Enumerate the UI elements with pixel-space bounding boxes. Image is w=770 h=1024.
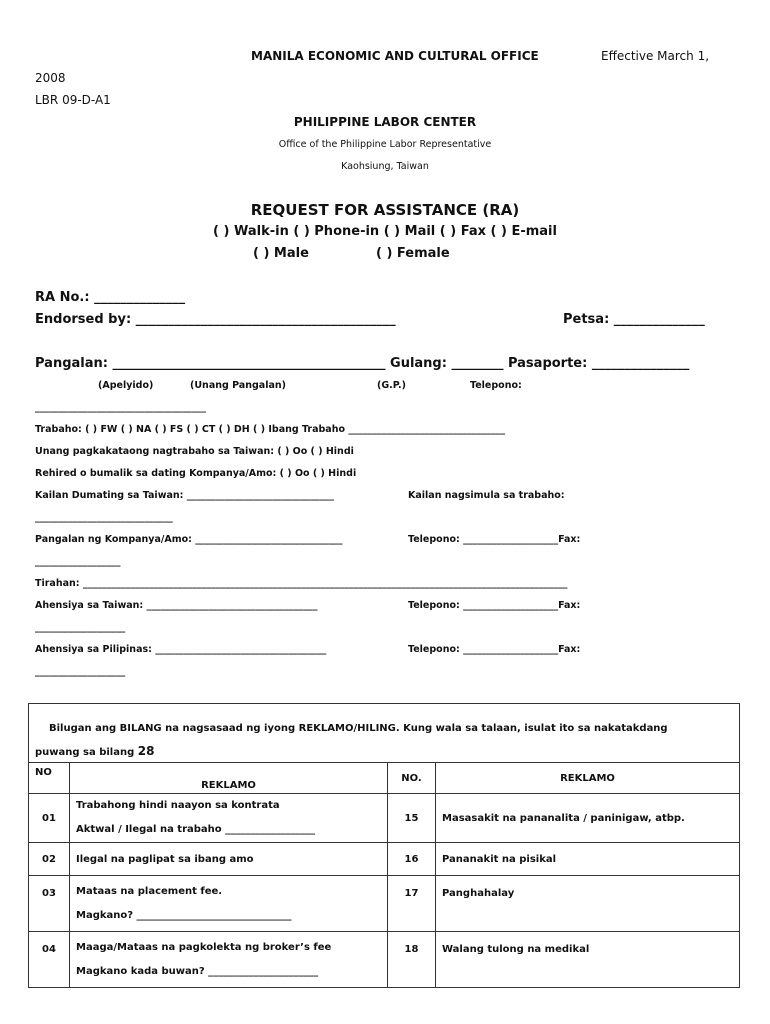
col-header-reklamo2: REKLAMO — [436, 763, 740, 794]
effective-date: Effective March 1, — [601, 49, 710, 63]
gender-male-option[interactable]: ( ) Male — [253, 246, 309, 261]
effective-year: 2008 — [35, 71, 66, 85]
ahensiya-pilipinas-fax-line[interactable]: ___________________ — [35, 666, 126, 677]
trabaho-options[interactable]: Trabaho: ( ) FW ( ) NA ( ) FS ( ) CT ( ) DH ( ) Ibang Trabaho _________________________________ — [35, 424, 506, 435]
reklamo-line: Mataas na placement fee. — [76, 885, 223, 897]
ahensiya-taiwan-fax-line[interactable]: ___________________ — [35, 622, 126, 633]
ahensiya-pilipinas-telepono-fax[interactable]: Telepono: ____________________Fax: — [408, 644, 581, 655]
rehired-options[interactable]: Rehired o bumalik sa dating Kompanya/Amo: ( ) Oo ( ) Hindi — [35, 468, 357, 479]
table-row — [29, 932, 740, 988]
kompanya-fax-line[interactable]: __________________ — [35, 556, 121, 567]
apelyido-label: (Apelyido) — [98, 380, 154, 391]
reklamo-line[interactable]: Magkano kada buwan? ______________________ — [76, 965, 319, 977]
row-reklamo2: Masasakit na pananalita / paninigaw, atbp. — [436, 794, 740, 843]
office-location: Kaohsiung, Taiwan — [341, 161, 429, 172]
row-no2[interactable]: 17 — [388, 876, 436, 932]
tirahan-field[interactable]: Tirahan: ______________________________________________________________________________________________________ — [35, 578, 568, 589]
office-subtitle: Office of the Philippine Labor Representative — [278, 139, 492, 150]
gender-female-option[interactable]: ( ) Female — [376, 246, 450, 261]
ahensiya-taiwan-telepono-fax[interactable]: Telepono: ____________________Fax: — [408, 600, 581, 611]
unang-pangalan-label: (Unang Pangalan) — [190, 380, 286, 391]
kailan-nagsimula-line[interactable]: _____________________________ — [35, 512, 173, 523]
row-no[interactable]: 02 — [29, 843, 70, 876]
row-no[interactable]: 01 — [29, 794, 70, 843]
reklamo-line: Maaga/Mataas na pagkolekta ng broker’s fee — [76, 941, 332, 953]
row-reklamo: Ilegal na paglipat sa ibang amo — [70, 843, 388, 876]
petsa-field[interactable]: Petsa: ______________ — [563, 312, 705, 327]
kailan-dumating-field[interactable]: Kailan Dumating sa Taiwan: _______________________________ — [35, 490, 334, 501]
form-title: REQUEST FOR ASSISTANCE (RA) — [250, 201, 520, 219]
ra-number-field[interactable]: RA No.: ______________ — [35, 290, 186, 305]
row-no[interactable]: 03 — [29, 876, 70, 932]
row-reklamo2: Panghahalay — [436, 876, 740, 932]
complaints-instruction — [29, 704, 740, 763]
endorsed-by-field[interactable]: Endorsed by: ________________________________________ — [35, 312, 396, 327]
reklamo-line[interactable]: Aktwal / Ilegal na trabaho __________________ — [76, 824, 316, 835]
row-no2[interactable]: 16 — [388, 843, 436, 876]
first-time-taiwan-options[interactable]: Unang pagkakataong nagtrabaho sa Taiwan: ( ) Oo ( ) Hindi — [35, 446, 354, 457]
table-row — [29, 794, 740, 843]
table-header-row — [29, 763, 740, 794]
office-name: MANILA ECONOMIC AND CULTURAL OFFICE — [251, 49, 539, 63]
reklamo-line: Trabahong hindi naayon sa kontrata — [76, 800, 280, 811]
col-header-no2: NO. — [388, 763, 436, 794]
table-row — [29, 843, 740, 876]
row-reklamo — [70, 794, 388, 843]
gp-label: (G.P.) — [377, 380, 406, 391]
row-no2[interactable]: 18 — [388, 932, 436, 988]
instruction-line-1: Bilugan ang BILANG na nagsasaad ng iyong REKLAMO/HILING. Kung wala sa talaan, isulat ito sa nakatakdang — [49, 723, 668, 734]
col-header-no: NO — [29, 763, 70, 794]
ahensiya-taiwan-field[interactable]: Ahensiya sa Taiwan: ____________________________________ — [35, 600, 318, 611]
kompanya-telepono-fax[interactable]: Telepono: ____________________Fax: — [408, 534, 581, 545]
reklamo-line[interactable]: Magkano? _______________________________ — [76, 909, 292, 921]
table-row — [29, 876, 740, 932]
row-reklamo2: Pananakit na pisikal — [436, 843, 740, 876]
col-header-reklamo: REKLAMO — [70, 763, 388, 794]
row-reklamo2: Walang tulong na medikal — [436, 932, 740, 988]
row-no[interactable]: 04 — [29, 932, 70, 988]
ahensiya-pilipinas-field[interactable]: Ahensiya sa Pilipinas: ____________________________________ — [35, 644, 327, 655]
center-name: PHILIPPINE LABOR CENTER — [293, 115, 477, 129]
row-no2[interactable]: 15 — [388, 794, 436, 843]
telepono-line[interactable]: ____________________________________ — [35, 402, 206, 413]
form-code: LBR 09-D-A1 — [35, 93, 111, 107]
instruction-line-2: puwang sa bilang — [35, 747, 135, 758]
table-caption-row — [29, 704, 740, 763]
row-reklamo — [70, 932, 388, 988]
row-reklamo — [70, 876, 388, 932]
kailan-nagsimula-label: Kailan nagsimula sa trabaho: — [408, 490, 565, 501]
kompanya-field[interactable]: Pangalan ng Kompanya/Amo: _______________________________ — [35, 534, 343, 545]
instruction-number: 28 — [137, 744, 155, 758]
pangalan-row[interactable]: Pangalan: __________________________________________ Gulang: ________ Pasaporte: _______________ — [35, 356, 690, 371]
complaints-table — [28, 703, 740, 988]
telepono-label: Telepono: — [470, 380, 522, 391]
contact-channel-options[interactable]: ( ) Walk-in ( ) Phone-in ( ) Mail ( ) Fax ( ) E-mail — [213, 224, 557, 239]
